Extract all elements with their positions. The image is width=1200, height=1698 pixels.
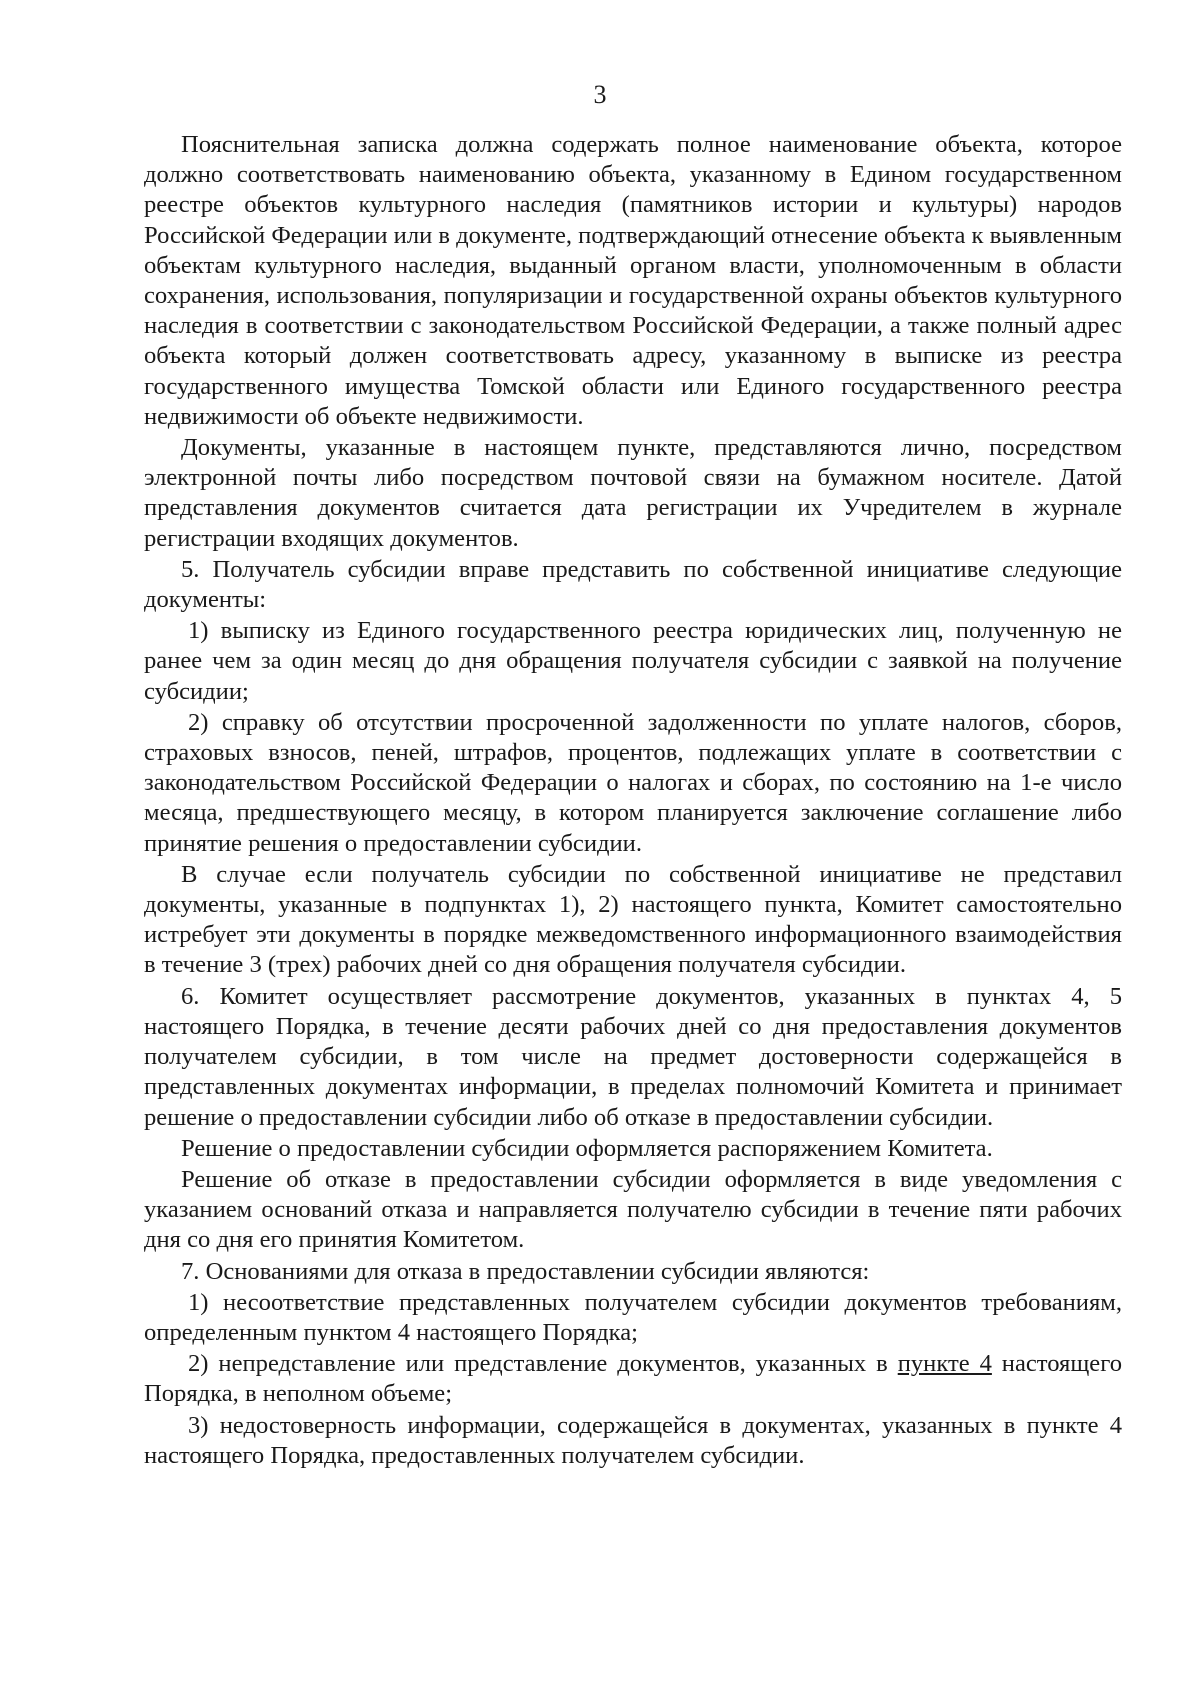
paragraph-item-7-3: 3) недостоверность информации, содержащейся в документах, указанных в пункте 4 настоящего Порядка, предоставленных получателем субсидии. <box>144 1411 1122 1469</box>
item-7-2-text-start: 2) непредставление или представление документов, указанных в <box>188 1350 898 1378</box>
item-7-2-text-end: настоящего Порядка, в неполном объеме; <box>144 1350 1122 1408</box>
paragraph-item-5-1: 1) выписку из Единого государственного реестра юридических лиц, полученную не ранее чем за один месяц до дня обращения получателя субсидии с заявкой на получение субсидии; <box>144 617 1122 705</box>
paragraph-decision-grant: Решение о предоставлении субсидии оформляется распоряжением Комитета. <box>181 1134 993 1162</box>
paragraph-item-5-2: 2) справку об отсутствии просроченной задолженности по уплате налогов, сборов, страховых взносов, пеней, штрафов, процентов, подлежащих уплате в соответствии с законодательством Российской Федерации о налогах и сборах, по состоянию на 1-е число месяца, предшествующего месяцу, в котором планируется заключение соглашение либо принятие решения о предоставлении субсидии. <box>144 708 1122 857</box>
paragraph-submission-methods: Документы, указанные в настоящем пункте, представляются лично, посредством электронной почты либо посредством почтовой связи на бумажном носителе. Датой представления документов считается дата регистрации их Учредителем в журнале регистрации входящих документов. <box>144 434 1122 552</box>
paragraph-item-5: 5. Получатель субсидии вправе представить по собственной инициативе следующие документы: <box>144 555 1122 614</box>
paragraph-item-7: 7. Основаниями для отказа в предоставлении субсидии являются: <box>181 1257 870 1285</box>
paragraph-interagency-request: В случае если получатель субсидии по собственной инициативе не представил документы, указанные в подпунктах 1), 2) настоящего пункта, Комитет самостоятельно истребует эти документы в порядке межведомственного информационного взаимодействия в течение 3 (трех) рабочих дней со дня обращения получателя субсидии. <box>144 860 1122 979</box>
paragraph-item-6: 6. Комитет осуществляет рассмотрение документов, указанных в пунктах 4, 5 настоящего Порядка, в течение десяти рабочих дней со дня предоставления документов получателем субсидии, в том числе на предмет достоверности содержащейся в представленных документах информации, в пределах полномочий Комитета и принимает решение о предоставлении субсидии либо об отказе в предоставлении субсидии. <box>144 982 1122 1131</box>
paragraph-item-7-2 <box>144 1349 1122 1409</box>
paragraph-explanatory-note: Пояснительная записка должна содержать полное наименование объекта, которое должно соответствовать наименованию объекта, указанному в Едином государственном реестре объектов культурного наследия (памятников истории и культуры) народов Российской Федерации или в документе, подтверждающий отнесение объекта к выявленным объектам культурного наследия, выданный органом власти, уполномоченным в области сохранения, использования, популяризации и государственной охраны объектов культурного наследия в соответствии с законодательством Российской Федерации, а также полный адрес объекта который должен соответствовать адресу, указанному в выписке из реестра государственного имущества Томской области или Единого государственного реестра недвижимости об объекте недвижимости. <box>144 131 1122 430</box>
item-7-2-link-punkt-4[interactable]: пункте 4 <box>897 1350 992 1378</box>
document-body <box>144 130 1122 1472</box>
paragraph-item-7-1: 1) несоответствие представленных получателем субсидии документов требованиям, определенным пунктом 4 настоящего Порядка; <box>144 1288 1122 1346</box>
page-number: 3 <box>593 80 607 109</box>
paragraph-decision-refusal: Решение об отказе в предоставлении субсидии оформляется в виде уведомления с указанием оснований отказа и направляется получателю субсидии в течение пяти рабочих дня со дня его принятия Комитетом. <box>144 1165 1122 1254</box>
